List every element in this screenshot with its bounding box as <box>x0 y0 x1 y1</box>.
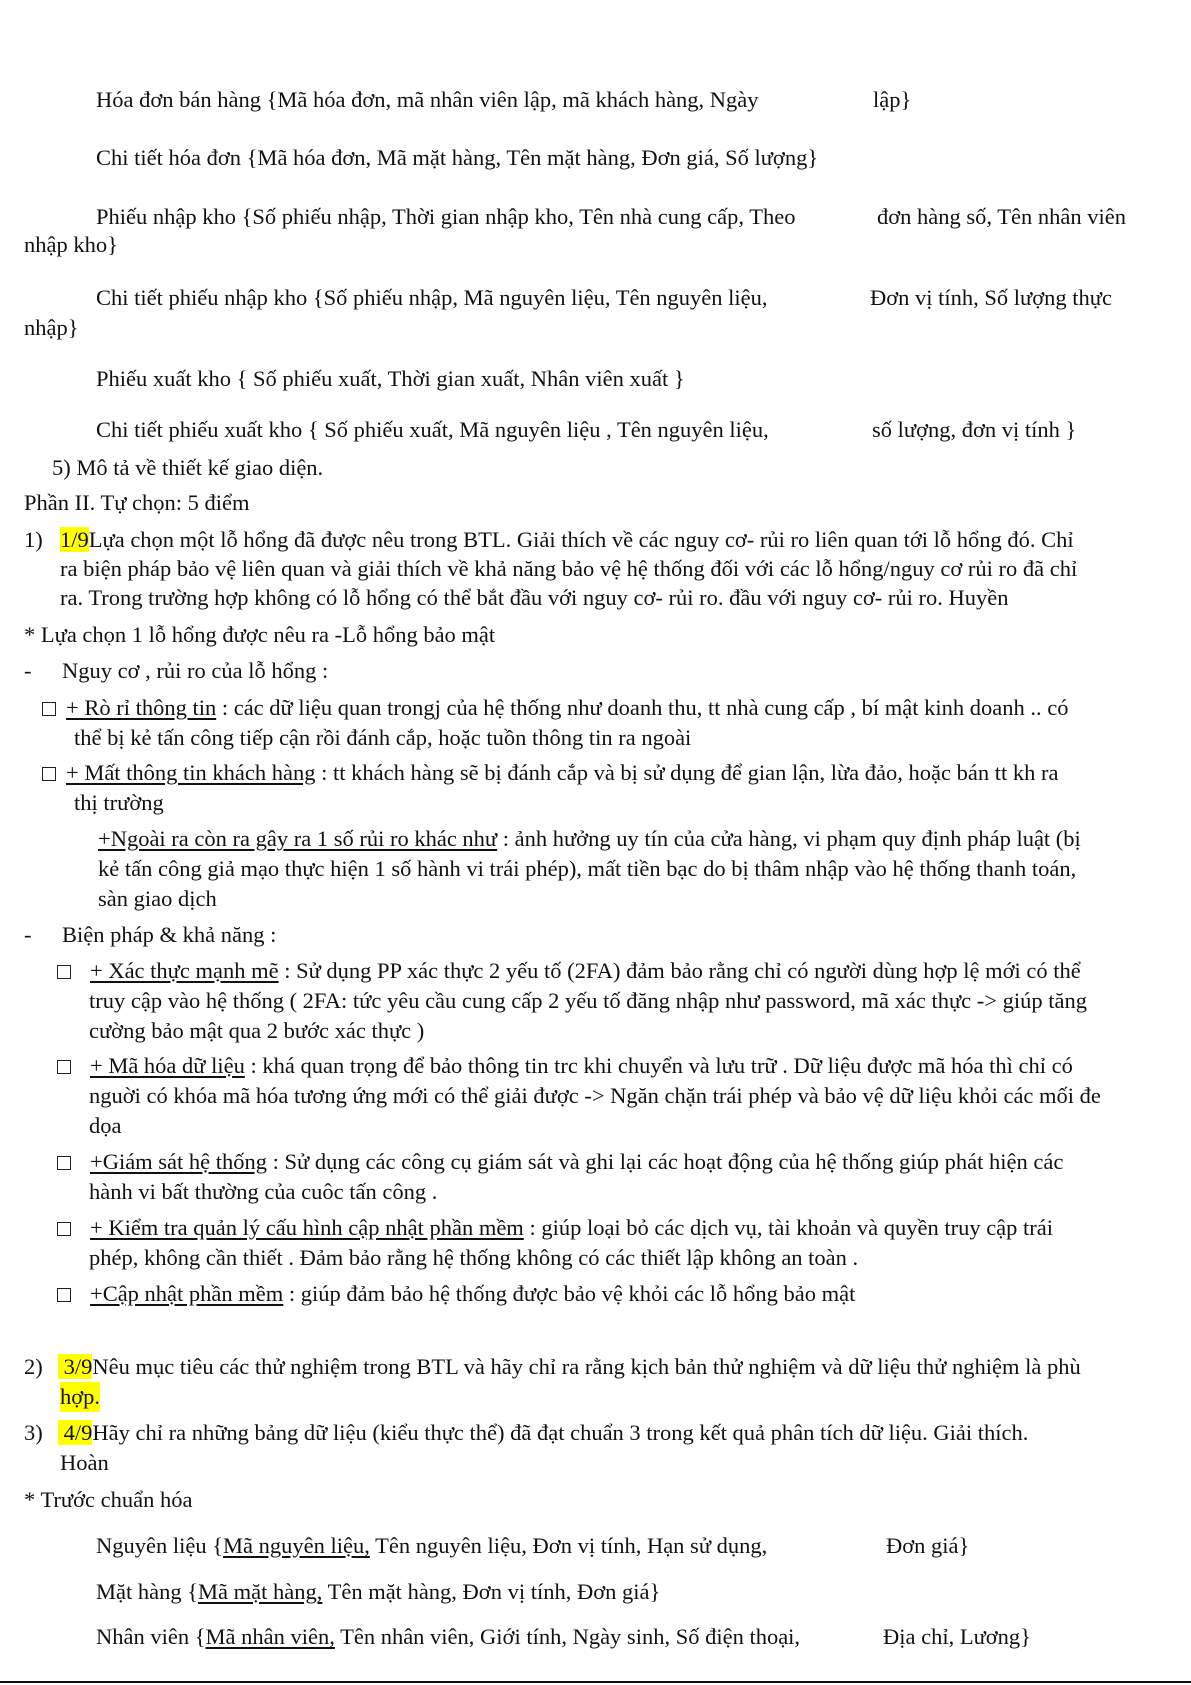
q2-text-1: Nêu mục tiêu các thử nghiệm trong BTL và hãy chỉ ra rằng kịch bản thử nghiệm và dữ liệu thử nghiệm là phù <box>92 1354 1081 1379</box>
q2-line-1 <box>58 1352 1081 1382</box>
measure-1-line-2: truy cập vào hệ thống ( 2FA: tức yêu cầu cung cấp 2 yếu tố đăng nhập như password, mã xác thực -> giúp tăng <box>89 988 1087 1013</box>
page-bottom-rule <box>0 1681 1191 1683</box>
q1-tag: 1/9 <box>60 527 89 552</box>
measure-2-checkbox <box>57 1060 71 1074</box>
q3-text-1: Hãy chỉ ra những bảng dữ liệu (kiểu thực thể) đã đạt chuẩn 3 trong kết quả phân tích dữ liệu. Giải thích. <box>92 1420 1029 1445</box>
risk-3-line-3: sàn giao dịch <box>98 886 217 911</box>
relation-hoa-don <box>96 85 759 115</box>
relation-phieu-nhap: Phiếu nhập kho {Số phiếu nhập, Thời gian nhập kho, Tên nhà cung cấp, Theo <box>96 204 796 229</box>
risk-2-checkbox <box>42 767 56 781</box>
measure-4-line-1 <box>90 1213 1053 1243</box>
measure-5-text: : giúp đảm bảo hệ thống được bảo vệ khỏi các lỗ hổng bảo mật <box>283 1281 856 1306</box>
q3-tag <box>58 1420 92 1445</box>
relation-ct-phieu-xuat-tail: số lượng, đơn vị tính } <box>872 417 1077 442</box>
relation-mat-hang <box>96 1577 660 1607</box>
risk-1-line-1 <box>66 693 1069 723</box>
measure-3-checkbox <box>57 1156 71 1170</box>
risk-heading: Nguy cơ , rủi ro của lỗ hổng : <box>62 658 329 683</box>
relation-nguyen-lieu-tail: Đơn giá} <box>886 1533 970 1558</box>
risk-3-text: : ảnh hưởng uy tín của cửa hàng, vi phạm quy định pháp luật (bị <box>497 826 1081 851</box>
relation-ct-phieu-nhap-tail: nhập} <box>24 315 79 340</box>
measure-4-text: : giúp loại bỏ các dịch vụ, tài khoản và quyền truy cập trái <box>523 1215 1054 1240</box>
q2-tag-text: 3/9 <box>63 1354 93 1379</box>
q2-number: 2) <box>24 1354 43 1379</box>
primary-key: Mã nhân viên, <box>205 1624 335 1649</box>
measure-4-title: + Kiểm tra quản lý cấu hình cập nhật phần mềm <box>90 1215 524 1240</box>
measure-3-line-2: hành vi bất thường của cuôc tấn công . <box>89 1179 438 1204</box>
q2-line-2: hợp. <box>60 1382 100 1412</box>
risk-1-text: : các dữ liệu quan trongj của hệ thống như doanh thu, tt nhà cung cấp , bí mật kinh doanh .. có <box>216 695 1069 720</box>
q3-tag-text: 4/9 <box>63 1420 93 1445</box>
q1-text-1: Lựa chọn một lỗ hổng đã được nêu trong BTL. Giải thích về các nguy cơ- rủi ro liên quan tới lỗ hổng đó. Chỉ <box>88 527 1074 552</box>
measure-2-line-1 <box>90 1051 1073 1081</box>
risk-1-checkbox <box>42 702 56 716</box>
risk-1-line-2: thể bị kẻ tấn công tiếp cận rồi đánh cắp, hoặc tuồn thông tin ra ngoài <box>74 725 692 750</box>
measure-3-title: +Giám sát hệ thống <box>90 1149 268 1174</box>
risk-3-line-2: kẻ tấn công giả mạo thực hiện 1 số hành vi trái phép), mất tiền bạc do bị thâm nhập vào hệ thống thanh toán, <box>98 856 1077 881</box>
relation-phieu-xuat: Phiếu xuất kho { Số phiếu xuất, Thời gian xuất, Nhân viên xuất } <box>96 366 685 391</box>
measure-5-checkbox <box>57 1288 71 1302</box>
measure-2-line-3: dọa <box>89 1113 122 1138</box>
relation-ct-phieu-nhap: Chi tiết phiếu nhập kho {Số phiếu nhập, Mã nguyên liệu, Tên nguyên liệu, <box>96 285 768 310</box>
relation-attrs: Tên nhân viên, Giới tính, Ngày sinh, Số điện thoại, <box>334 1624 801 1649</box>
measure-3-line-1 <box>90 1147 1063 1177</box>
measure-2-text: : khá quan trọng để bảo thông tin trc khi chuyển và lưu trữ . Dữ liệu được mã hóa thì chỉ có <box>244 1053 1073 1078</box>
q3-number: 3) <box>24 1420 43 1445</box>
item-5: 5) Mô tả về thiết kế giao diện. <box>52 455 324 480</box>
relation-ct-phieu-nhap-mid: Đơn vị tính, Số lượng thực <box>870 285 1112 310</box>
primary-key: Mã nguyên liệu, <box>223 1533 370 1558</box>
q1-number: 1) <box>24 527 43 552</box>
measure-2-line-2: nguời có khóa mã hóa tương ứng mới có thể giải được -> Ngăn chặn trái phép và bảo vệ dữ liệu khỏi các mối đe <box>89 1083 1101 1108</box>
measure-heading: Biện pháp & khả năng : <box>62 922 277 947</box>
measure-1-line-3: cường bảo mật qua 2 bước xác thực ) <box>89 1018 425 1043</box>
risk-2-title: + Mất thông tin khách hàng <box>66 760 316 785</box>
measure-1-line-1 <box>90 956 1081 986</box>
relation-nguyen-lieu <box>96 1531 767 1561</box>
risk-1-title: + Rò rỉ thông tin <box>66 695 217 720</box>
primary-key: Mã mặt hàng, <box>198 1579 323 1604</box>
measure-5-line-1 <box>90 1279 855 1309</box>
relation-nhan-vien-tail: Địa chỉ, Lương} <box>883 1624 1031 1649</box>
relation-hoa-don-tail: lập} <box>873 87 912 112</box>
q1-line-1 <box>60 525 1074 555</box>
relation-chi-tiet-hoa-don: Chi tiết hóa đơn {Mã hóa đơn, Mã mặt hàng, Tên mặt hàng, Đơn giá, Số lượng} <box>96 145 819 170</box>
relation-name: Mặt hàng { <box>96 1579 199 1604</box>
relation-attrs: Tên mặt hàng, Đơn vị tính, Đơn giá} <box>322 1579 661 1604</box>
relation-phieu-nhap-tail: nhập kho} <box>24 232 118 257</box>
risk-2-text: : tt khách hàng sẽ bị đánh cắp và bị sử dụng để gian lận, lừa đảo, hoặc bán tt kh ra <box>315 760 1059 785</box>
risk-3-line-1 <box>98 824 1081 854</box>
q3-line-2: Hoàn <box>60 1450 109 1475</box>
q3-line-1 <box>58 1418 1028 1448</box>
choose-line: * Lựa chọn 1 lỗ hổng được nêu ra -Lỗ hổng bảo mật <box>24 622 496 647</box>
risk-3-title: +Ngoài ra còn ra gây ra 1 số rủi ro khác như <box>98 826 498 851</box>
measure-4-line-2: phép, không cần thiết . Đảm bảo rằng hệ thống không có các thiết lập không an toàn . <box>89 1245 859 1270</box>
relation-phieu-nhap-mid: đơn hàng số, Tên nhân viên <box>877 204 1126 229</box>
q1-line-3: ra. Trong trường hợp không có lỗ hổng có thể bắt đầu với nguy cơ- rủi ro. đầu với nguy cơ- rủi ro. Huyền <box>60 585 1009 610</box>
measure-3-text: : Sử dụng các công cụ giám sát và ghi lại các hoạt động của hệ thống giúp phát hiện các <box>267 1149 1064 1174</box>
measure-1-title: + Xác thực mạnh mẽ <box>90 958 279 983</box>
before-normalization: * Trước chuẩn hóa <box>24 1487 193 1512</box>
part2-heading: Phần II. Tự chọn: 5 điểm <box>24 490 250 515</box>
relation-name: Nguyên liệu { <box>96 1533 224 1558</box>
measure-4-checkbox <box>57 1222 71 1236</box>
measure-1-checkbox <box>57 965 71 979</box>
measure-1-text: : Sử dụng PP xác thực 2 yếu tố (2FA) đảm bảo rằng chỉ có người dùng hợp lệ mới có thể <box>278 958 1081 983</box>
risk-2-line-2: thị trường <box>74 790 164 815</box>
measure-dash: - <box>24 922 32 947</box>
q1-line-2: ra biện pháp bảo vệ liên quan và giải thích về khả năng bảo vệ hệ thống đối với các lỗ hổng/nguy cơ rủi ro đã chỉ <box>60 556 1078 581</box>
relation-attrs: Tên nguyên liệu, Đơn vị tính, Hạn sử dụng, <box>369 1533 768 1558</box>
relation-name: Nhân viên { <box>96 1624 206 1649</box>
risk-dash: - <box>24 658 32 683</box>
measure-2-title: + Mã hóa dữ liệu <box>90 1053 245 1078</box>
q2-tag <box>58 1354 92 1379</box>
relation-ct-phieu-xuat: Chi tiết phiếu xuất kho { Số phiếu xuất, Mã nguyên liệu , Tên nguyên liệu, <box>96 417 769 442</box>
risk-2-line-1 <box>66 758 1058 788</box>
relation-text: Hóa đơn bán hàng {Mã hóa đơn, mã nhân viên lập, mã khách hàng, Ngày <box>96 87 759 112</box>
relation-nhan-vien <box>96 1622 800 1652</box>
measure-5-title: +Cập nhật phần mềm <box>90 1281 284 1306</box>
